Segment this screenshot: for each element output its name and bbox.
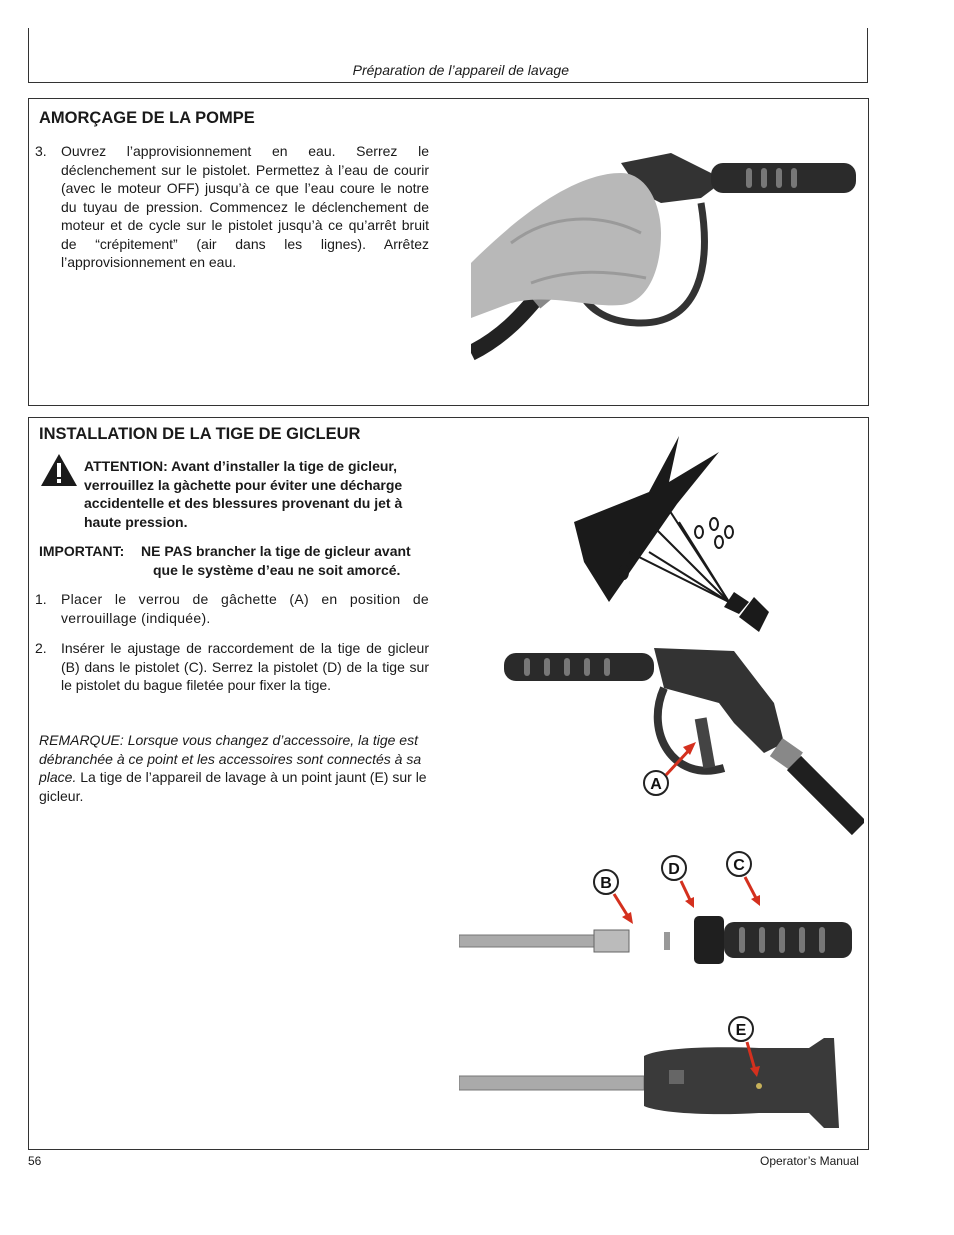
spray-gun-hand-photo: [471, 143, 861, 369]
remark-text: La tige de l’appareil de lavage à un point jaunt (E) sur le gicleur.: [39, 769, 427, 804]
page-number: 56: [28, 1154, 42, 1168]
priming-section: [28, 98, 869, 406]
important-line-2: que le système d’eau ne soit amorcé.: [153, 562, 401, 578]
gun-trigger-lock-photo: [504, 643, 864, 853]
manual-title: Operator’s Manual: [760, 1154, 859, 1168]
remark-note: [39, 731, 439, 805]
install-section: [28, 417, 869, 1150]
important-label: IMPORTANT:: [39, 543, 125, 559]
nozzle-photo: [459, 1008, 859, 1133]
important-line-1: NE PAS brancher la tige de gicleur avant: [141, 543, 411, 559]
header-title: Préparation de l’appareil de lavage: [352, 62, 569, 78]
wand-connection-photo: [459, 850, 859, 970]
callout-e: E: [735, 1022, 747, 1039]
remark-italic-text: Lorsque vous changez d’accessoire, la tige est débranchée à ce point et les accessoires sont connectés à sa place.: [39, 732, 422, 785]
step-text: Ouvrez l’approvisionnement en eau. Serrez le déclenchement sur le pistolet. Permettez à l’eau de courir (avec le moteur OFF) jusqu’à ce que l’eau coure le notre du tuyau de pression. Commencez le déclenchement de moteur et de cycle sur le pistolet jusqu’à ce qu’arrêt bruit de “crépitement” (air dans les lignes). Arrêtez l’approvisionnement en eau.: [61, 143, 429, 270]
install-heading: INSTALLATION DE LA TIGE DE GICLEUR: [39, 425, 361, 443]
step-number: 2.: [35, 640, 47, 656]
callout-c: C: [733, 857, 745, 874]
step-number: 3.: [35, 143, 47, 159]
remark-label: REMARQUE:: [39, 732, 124, 748]
step-number: 1.: [35, 591, 47, 607]
injection-hazard-icon: [569, 432, 769, 632]
callout-a: A: [650, 776, 662, 793]
page-header: [28, 28, 868, 83]
priming-heading: AMORÇAGE DE LA POMPE: [39, 109, 255, 127]
warning-triangle-icon: [39, 452, 79, 488]
callout-d: D: [668, 861, 680, 878]
step-text: Placer le verrou de gâchette (A) en position de verrouillage (indiquée).: [61, 591, 429, 626]
step-text: Insérer le ajustage de raccordement de la tige de gicleur (B) dans le pistolet (C). Serrez la pistolet (D) de la tige sur le pistolet du bague filetée pour fixer la tige.: [61, 640, 429, 693]
warning-text: ATTENTION: Avant d’installer la tige de gicleur, verrouillez la gàchette pour éviter une décharge accidentelle et des blessures provenant du jet à haute pression.: [84, 458, 403, 530]
callout-b: B: [600, 875, 612, 892]
